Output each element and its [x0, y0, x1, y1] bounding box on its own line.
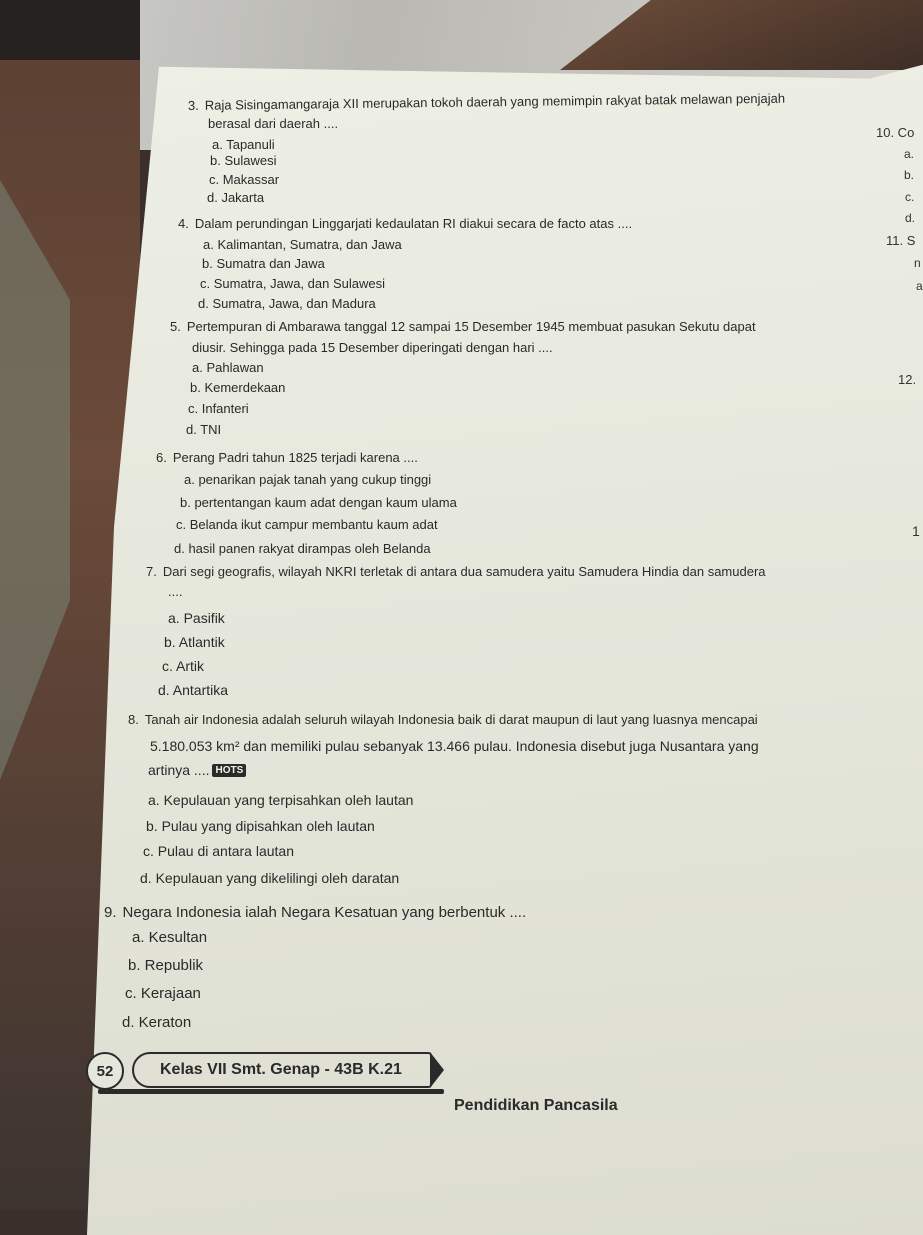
- question-8-line2: 5.180.053 km² dan memiliki pulau sebanyak 13.466 pulau. Indonesia disebut juga Nusantara yang: [150, 738, 759, 754]
- option: d. hasil panen rakyat dirampas oleh Belanda: [174, 541, 431, 556]
- question-number: 5.: [170, 319, 181, 334]
- option: d. Sumatra, Jawa, dan Madura: [198, 296, 376, 311]
- label-arrow: [430, 1052, 444, 1088]
- question-text: Perang Padri tahun 1825 terjadi karena ....: [172, 450, 418, 465]
- class-label: Kelas VII Smt. Genap - 43B K.21: [132, 1052, 432, 1088]
- option: b. Atlantik: [164, 634, 225, 650]
- question-text: Dalam perundingan Linggarjati kedaulatan RI diakui secara de facto atas ....: [194, 216, 633, 231]
- question-text: Dari segi geografis, wilayah NKRI terletak di antara dua samudera yaitu Samudera Hindia dan samudera: [162, 564, 766, 579]
- question-text: Pertempuran di Ambarawa tanggal 12 sampai 15 Desember 1945 membuat pasukan Sekutu dapat: [186, 319, 756, 334]
- option: b. pertentangan kaum adat dengan kaum ulama: [180, 495, 457, 510]
- subject-label: Pendidikan Pancasila: [454, 1097, 618, 1114]
- option: a. Pasifik: [168, 610, 225, 626]
- right-column-fragment: a.: [904, 147, 915, 161]
- option: c. Pulau di antara lautan: [143, 843, 294, 859]
- question-8: [128, 712, 758, 727]
- right-column-fragment: 12.: [898, 372, 917, 387]
- question-text: Negara Indonesia ialah Negara Kesatuan yang berbentuk ....: [122, 904, 527, 921]
- question-3: [188, 91, 785, 113]
- option: b. Sulawesi: [210, 153, 277, 168]
- option: c. Artik: [162, 658, 205, 674]
- option: d. Kepulauan yang dikelilingi oleh daratan: [140, 870, 400, 886]
- option: b. Kemerdekaan: [190, 380, 286, 395]
- right-column-fragment: n: [914, 256, 921, 270]
- question-7: [146, 564, 766, 579]
- right-column-fragment: b.: [904, 168, 915, 182]
- option: a. Kesultan: [132, 929, 208, 946]
- right-column-fragment: a: [916, 279, 923, 293]
- option: a. penarikan pajak tanah yang cukup tinggi: [184, 472, 432, 487]
- question-text: artinya ....: [148, 762, 210, 778]
- question-6: [156, 450, 418, 465]
- option: c. Makassar: [209, 172, 280, 187]
- question-7-line2: ....: [168, 584, 183, 599]
- question-text: Raja Sisingamangaraja XII merupakan tokoh daerah yang memimpin rakyat batak melawan penjajah: [204, 90, 786, 113]
- question-3-line2: berasal dari daerah ....: [208, 116, 339, 131]
- option: d. Jakarta: [207, 190, 265, 205]
- question-9: [104, 904, 526, 921]
- option: c. Kerajaan: [125, 985, 201, 1002]
- option: a. Kalimantan, Sumatra, dan Jawa: [203, 237, 402, 252]
- option: a. Pahlawan: [192, 360, 264, 375]
- hots-badge: HOTS: [212, 764, 246, 777]
- question-number: 6.: [156, 450, 167, 465]
- question-5: [170, 319, 756, 334]
- option: d. Antartika: [158, 682, 229, 698]
- right-column-fragment: 10. Co: [876, 125, 915, 140]
- option: c. Sumatra, Jawa, dan Sulawesi: [200, 276, 385, 291]
- right-column-fragment: c.: [905, 190, 915, 204]
- option: b. Pulau yang dipisahkan oleh lautan: [146, 818, 375, 834]
- option: c. Infanteri: [188, 401, 249, 416]
- right-column-fragment: 11. S: [886, 233, 916, 248]
- page-number: 52: [86, 1052, 124, 1090]
- question-5-line2: diusir. Sehingga pada 15 Desember diperingati dengan hari ....: [192, 340, 553, 355]
- question-text: Tanah air Indonesia adalah seluruh wilayah Indonesia baik di darat maupun di laut yang luasnya mencapai: [144, 712, 758, 727]
- question-8-line3: [148, 762, 246, 778]
- question-4: [178, 216, 632, 231]
- option: d. Keraton: [122, 1014, 192, 1031]
- option: d. TNI: [186, 422, 222, 437]
- question-number: 4.: [178, 216, 189, 231]
- option: a. Kepulauan yang terpisahkan oleh lautan: [148, 792, 414, 808]
- question-number: 7.: [146, 564, 157, 579]
- question-number: 8.: [128, 712, 139, 727]
- option: a. Tapanuli: [212, 137, 275, 152]
- right-column-fragment: d.: [905, 211, 916, 225]
- question-number: 9.: [104, 904, 117, 921]
- right-column-fragment: 1: [912, 523, 920, 539]
- option: b. Sumatra dan Jawa: [202, 256, 325, 271]
- footer-underline: [98, 1089, 444, 1094]
- option: b. Republik: [128, 957, 204, 974]
- question-number: 3.: [187, 97, 199, 113]
- option: c. Belanda ikut campur membantu kaum adat: [176, 517, 438, 532]
